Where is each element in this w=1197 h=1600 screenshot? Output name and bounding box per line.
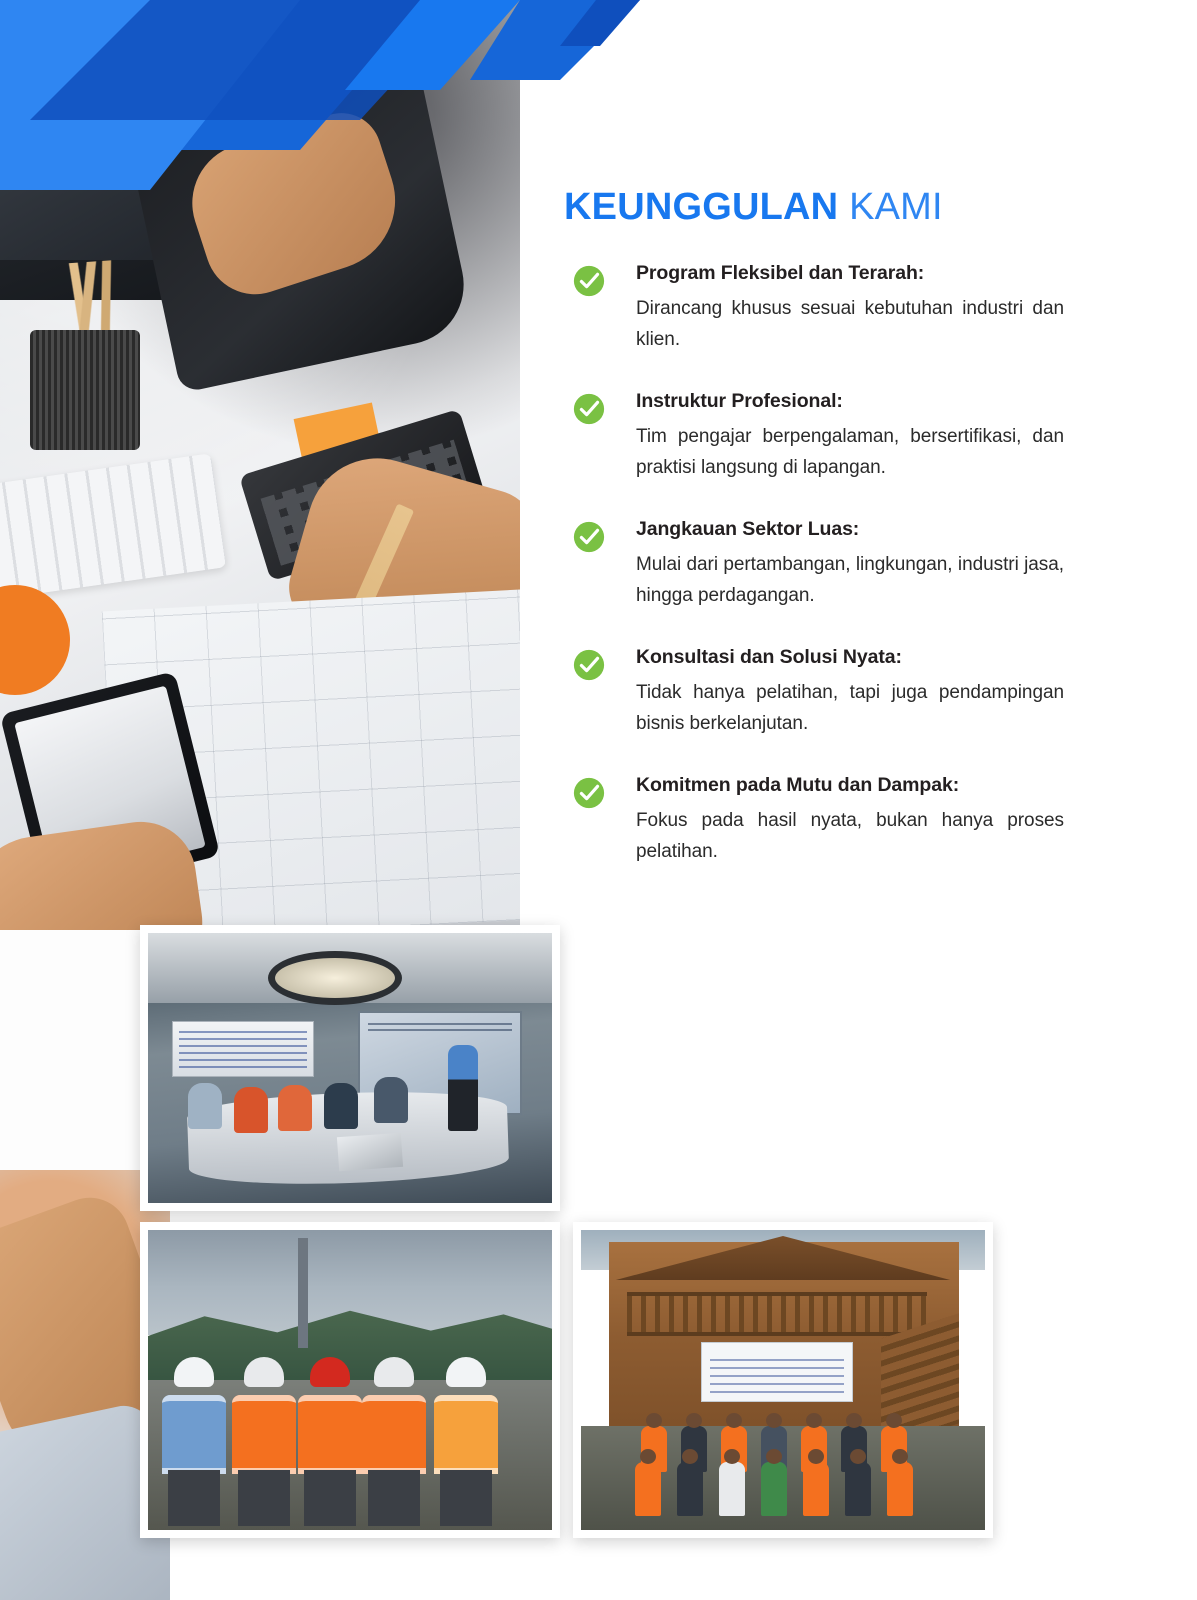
page-title-strong: KEUNGGULAN bbox=[564, 186, 839, 228]
orange-object-shape bbox=[0, 585, 70, 695]
balcony-railing-shape bbox=[627, 1292, 927, 1336]
worker-shape bbox=[232, 1351, 296, 1526]
advantage-body: Tim pengajar berpengalaman, bersertifikasi, dan praktisi langsung di lapangan. bbox=[636, 426, 1064, 479]
page-title-light: KAMI bbox=[849, 186, 943, 228]
participant-shape bbox=[234, 1087, 268, 1133]
event-banner-shape bbox=[701, 1342, 853, 1402]
laptop-shape bbox=[337, 1133, 403, 1171]
list-item bbox=[564, 390, 1064, 484]
worker-shape bbox=[362, 1351, 426, 1526]
check-circle-icon bbox=[572, 264, 606, 298]
participant-shape bbox=[845, 1462, 871, 1516]
advantage-heading: Instruktur Profesional: bbox=[636, 389, 843, 412]
check-circle-icon bbox=[572, 392, 606, 426]
participant-shape bbox=[374, 1077, 408, 1123]
worker-shape bbox=[298, 1351, 362, 1526]
advantage-body: Fokus pada hasil nyata, bukan hanya proses pelatihan. bbox=[636, 810, 1064, 862]
advantage-heading: Komitmen pada Mutu dan Dampak: bbox=[636, 773, 960, 796]
participant-shape bbox=[324, 1083, 358, 1129]
advantage-heading: Jangkauan Sektor Luas: bbox=[636, 517, 860, 540]
list-item bbox=[564, 262, 1064, 356]
participant-shape bbox=[677, 1462, 703, 1516]
group-participants-wooden-house-photo bbox=[573, 1222, 993, 1538]
check-circle-icon bbox=[572, 776, 606, 810]
list-item bbox=[564, 774, 1064, 868]
page-title bbox=[564, 186, 943, 229]
participant-shape bbox=[278, 1085, 312, 1131]
advantage-body: Mulai dari pertambangan, lingkungan, industri jasa, hingga perdagangan. bbox=[636, 554, 1064, 606]
participant-shape bbox=[803, 1462, 829, 1516]
check-circle-icon bbox=[572, 520, 606, 554]
advantage-heading: Program Fleksibel dan Terarah: bbox=[636, 262, 925, 284]
participant-shape bbox=[719, 1462, 745, 1516]
advantages-list bbox=[564, 262, 1064, 902]
participant-shape bbox=[887, 1462, 913, 1516]
worker-shape bbox=[162, 1351, 226, 1526]
participant-shape bbox=[635, 1462, 661, 1516]
office-desk-blueprint-photo bbox=[0, 0, 520, 930]
worker-shape bbox=[434, 1351, 498, 1526]
list-item bbox=[564, 646, 1064, 740]
pencil-cup-shape bbox=[30, 330, 140, 450]
keyboard-shape bbox=[0, 453, 227, 602]
tower-shape bbox=[298, 1238, 308, 1348]
participant-shape bbox=[761, 1462, 787, 1516]
training-meeting-room-photo bbox=[140, 925, 560, 1211]
event-banner-shape bbox=[172, 1021, 314, 1077]
presenter-shape bbox=[448, 1045, 478, 1131]
list-item bbox=[564, 518, 1064, 612]
check-circle-icon bbox=[572, 648, 606, 682]
field-workers-safety-vest-photo bbox=[140, 1222, 560, 1538]
advantage-heading: Konsultasi dan Solusi Nyata: bbox=[636, 645, 902, 668]
participant-shape bbox=[188, 1083, 222, 1129]
advantage-body: Dirancang khusus sesuai kebutuhan industri dan klien. bbox=[636, 298, 1064, 351]
ceiling-light-shape bbox=[268, 951, 402, 1005]
advantage-body: Tidak hanya pelatihan, tapi juga pendampingan bisnis berkelanjutan. bbox=[636, 682, 1064, 734]
